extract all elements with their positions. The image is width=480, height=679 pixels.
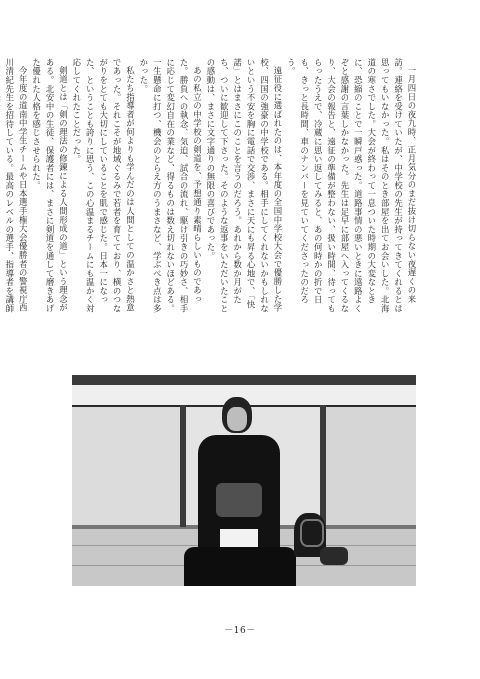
page-number: －16－ — [224, 626, 256, 636]
paragraph: 一月四日の夜九時、正月気分のまだ抜け切らない夜遅くの来訪。連絡を受けていたが、中学校の先生が持ってきてくれるとは思ってもいなかった。私はそのとき部屋を出てお会いした。北海道の寒さでした。大会が終わって一息ついた時期の大変なときに、恐縮のことで一瞬戸惑った。道路事情の悪いときに遠路よくぞと感謝の言葉しかなかった。先生は足早に部屋へ入ってくるなり、大会の報告と、遠征の準備が整わない、扱い時間、待ってもらったうえで、冷蔵に思い返してみると、あの何時かの折で日も、きっと長時間、車のナンバーを見ていてくださったのだろう。 — [286, 58, 417, 313]
kendo-photo — [72, 375, 416, 586]
men-grill — [300, 519, 324, 547]
hakama — [184, 547, 296, 586]
do-armor — [216, 483, 262, 517]
kendo-practitioner — [190, 397, 290, 586]
article-body — [4, 58, 418, 320]
paragraph: 今年度の道南中学生チームや日本選手権大会優勝者の警視庁西川清紀先生を招待している。最高のレベルの選手、指導者を講師 — [4, 58, 29, 313]
kote-gloves — [320, 547, 348, 565]
paragraph: 遠征役に選ばれたのは、本年度の全国中学校大会で優勝した学校、四国の強豪の中学校である。相手にしてくれないかもしれないという不安を胸に電話で交渉、まさに天にも昇る心地で、「快諾」とはまさにこのことを言うのだろう。あれから数か月がたち、ついに歓迎して下さった。そのような返事をいただいたことの感動は、まさに文字通りの無限の喜びであった。 — [205, 58, 283, 313]
face — [227, 407, 247, 431]
photo-pillar — [180, 405, 186, 527]
paragraph: あの私立の中学校の剣道を、予想通り素晴らしいものであった。勝負への執念、気迫、試合の流れ、駆け引きの巧妙さ、相手に応じて変幻自在の業など、得るものは数え切れないほどある。一生懸命に打つ、機会のとらえ方のうまさなど、学ぶべき点は多かった。 — [138, 58, 203, 313]
tare-name-tag — [220, 529, 258, 547]
photo-wall-right — [321, 407, 416, 525]
paragraph: 剣道とは「剣の理法の修錬による人間形成の道」という理念がある。北安中の生徒、保護者には、まさに剣道を通して磨きあげた優れた人格を感じさせられた。 — [31, 58, 69, 313]
photo-wall-left — [72, 407, 182, 525]
paragraph: 私たち指導者が何よりも学んだのは人間としての温かさと熱意であった。それこそが地域ぐるみで若者を育てており、横のつながりをとても大切にしていることを肌で感じた。日本一になった、ということも誇りに思う、この心温まるチームにも温かく対応してくれたことだった。 — [71, 58, 136, 313]
photo-pillar — [320, 405, 326, 527]
